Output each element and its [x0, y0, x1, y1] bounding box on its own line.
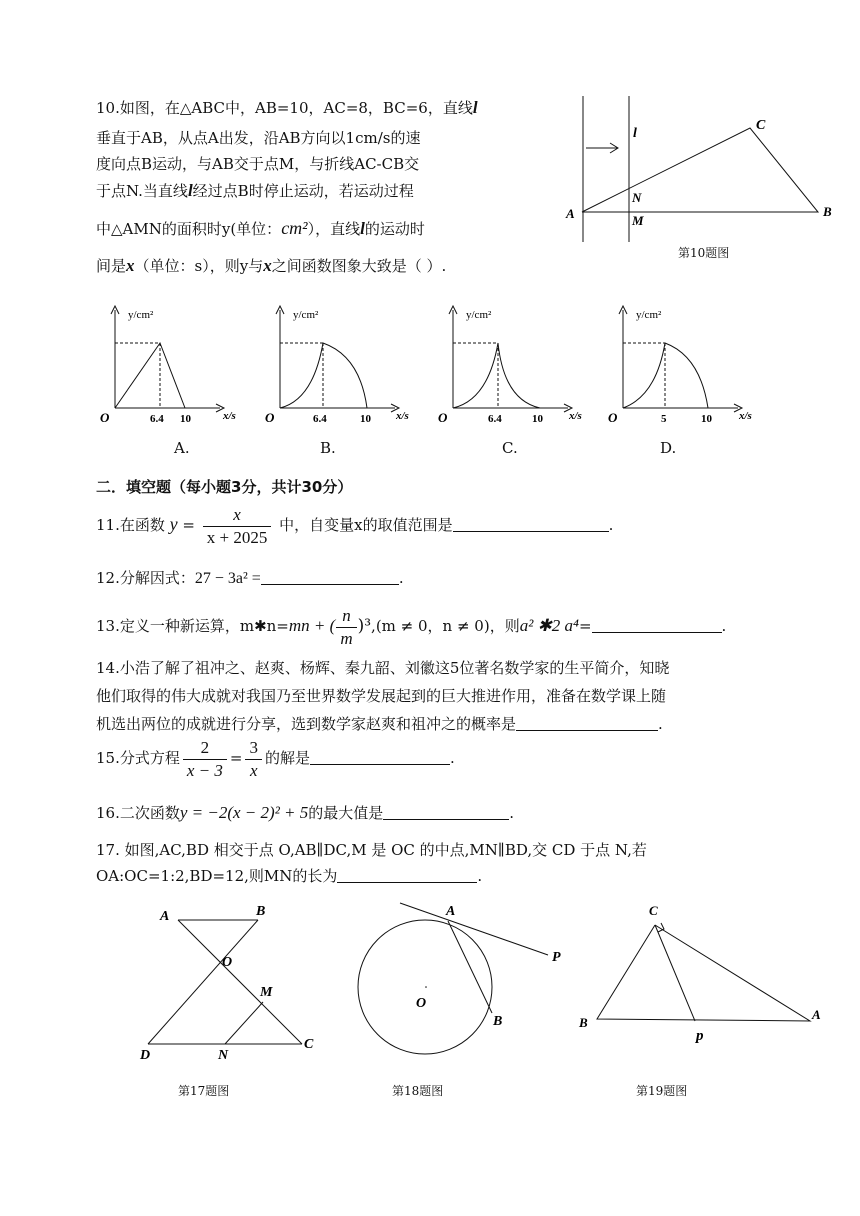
q14-line1: 14.小浩了解了祖冲之、赵爽、杨辉、秦九韶、刘徽这5位著名数学家的生平简介，知晓 [96, 659, 670, 677]
q15-fraction-2 [245, 738, 262, 781]
option-d-tick-end: 10 [701, 413, 712, 425]
fig17-label-n: N [218, 1048, 229, 1063]
unit-cm2: cm² [281, 218, 308, 238]
option-c-origin: O [438, 410, 448, 425]
q13-fraction [336, 606, 356, 649]
q12-answer-blank[interactable] [261, 568, 399, 585]
option-b-graph [265, 296, 425, 431]
q10-text-6a: 间是 [96, 257, 127, 275]
fig17-ac [178, 920, 302, 1044]
q17-line1: 17. 如图,AC,BD 相交于点 O,AB∥DC,M 是 OC 的中点,MN∥BD,交 CD 于点 N,若 [96, 841, 647, 859]
fig19-triangle [597, 925, 810, 1021]
q17-end: . [477, 867, 483, 885]
q16-post: 的最大值是 [308, 804, 384, 822]
q15-num2: 3 [245, 738, 262, 760]
fig18-label-a: A [446, 904, 456, 919]
q16-pre: 16.二次函数 [96, 804, 180, 822]
section-2-heading: 二．填空题（每小题3分，共计30分） [96, 478, 353, 496]
fig10-label-m: M [632, 213, 644, 228]
q15-fraction-1 [183, 738, 227, 781]
fig18-label-o: O [416, 996, 427, 1011]
q15-eq: = [229, 749, 243, 767]
option-c-tick-mid: 6.4 [488, 413, 502, 425]
q13-pre: 13.定义一种新运算，m✱n= [96, 617, 289, 635]
q10-text-1: 10.如图，在△ABC中，AB=10，AC=8，BC=6，直线 [96, 99, 473, 117]
option-a-curve [115, 343, 185, 408]
q11-num: x [203, 505, 272, 527]
q10-line1 [96, 98, 478, 118]
fig18-tangent-ap [400, 903, 548, 955]
q16-expr: y = −2(x − 2)² + 5 [179, 803, 309, 822]
option-a-xlabel: x/s [223, 410, 236, 422]
q11-answer-blank[interactable] [453, 515, 609, 532]
q10-line3: 度向点B运动，与AB交于点M，与折线AC-CB交 [96, 155, 420, 173]
option-d-xlabel: x/s [739, 410, 752, 422]
q13-eqsign: = [578, 617, 592, 635]
q10-text-5c: 的运动时 [364, 220, 425, 238]
q13-expr1: mn + ( [288, 616, 336, 635]
var-l: l [472, 98, 478, 117]
q13-num: n [336, 606, 356, 628]
figure-19 [570, 895, 830, 1065]
fig17-caption: 第17题图 [178, 1084, 230, 1098]
figure-17 [130, 898, 330, 1068]
option-c-letter: C. [502, 439, 518, 457]
q10-line5 [96, 218, 425, 239]
var-l: l [360, 219, 365, 238]
option-d-tick-mid: 5 [661, 413, 667, 425]
q11-eq: = [182, 516, 195, 534]
q13-answer-blank[interactable] [592, 616, 722, 633]
q12 [96, 568, 404, 589]
q14-text-3: 机选出两位的成就进行分享，选到数学家赵爽和祖冲之的概率是 [96, 715, 517, 733]
q15-post: 的解是 [264, 749, 310, 767]
fig19-cp [655, 925, 695, 1021]
option-d-ylabel: y/cm² [636, 309, 662, 321]
q12-expr: 27 − 3a² = [194, 570, 261, 587]
q11-den: x + 2025 [206, 527, 268, 547]
q10-text-6b: （单位：s），则y与 [134, 257, 264, 275]
fig18-label-b: B [493, 1014, 503, 1029]
q11 [96, 502, 613, 550]
fig18-circle [358, 920, 492, 1054]
q13 [96, 604, 726, 654]
q13-expr2: )³ [357, 616, 372, 636]
figure-18 [350, 895, 580, 1065]
fig18-caption: 第18题图 [392, 1084, 444, 1098]
q12-pre: 12.分解因式： [96, 569, 195, 587]
option-c-ylabel: y/cm² [466, 309, 492, 321]
q10-text-6c: 之间函数图象大致是（ ）. [271, 257, 447, 275]
fig19-caption: 第19题图 [636, 1084, 688, 1098]
q15-num1: 2 [183, 738, 227, 760]
q10-line2: 垂直于AB，从点A出发，沿AB方向以1cm/s的速 [96, 129, 421, 147]
var-x: x [263, 256, 272, 275]
q10-line6 [96, 256, 446, 276]
option-d-graph [608, 296, 773, 431]
q13-expr3: a² ✱2 a⁴ [519, 616, 579, 635]
q10-line4 [96, 181, 414, 201]
fig10-label-n: N [632, 190, 642, 205]
q13-end: . [721, 617, 727, 635]
q17-text-2: OA:OC=1:2,BD=12,则MN的长为 [96, 867, 338, 885]
q11-y: y [169, 514, 178, 534]
q16-end: . [509, 804, 515, 822]
q11-pre: 11.在函数 [96, 516, 165, 534]
q11-end: . [608, 516, 614, 534]
fig10-triangle [582, 128, 818, 212]
fig17-mn [225, 1002, 263, 1044]
q10-text-5b: ），直线 [307, 220, 361, 238]
option-d-origin: O [608, 410, 618, 425]
var-x: x [126, 256, 135, 275]
q14-answer-blank[interactable] [516, 714, 658, 731]
q15-pre: 15.分式方程 [96, 749, 180, 767]
fig17-label-o: O [222, 955, 233, 970]
q11-post: 中，自变量x的取值范围是 [279, 516, 453, 534]
q14-line3 [96, 714, 663, 734]
option-d-letter: D. [660, 439, 677, 457]
fig17-label-d: D [140, 1048, 151, 1063]
fig17-label-c: C [304, 1037, 314, 1052]
q13-den: m [340, 628, 353, 648]
option-c-graph [438, 296, 598, 431]
fig10-label-l: l [633, 126, 637, 141]
option-b-xlabel: x/s [396, 410, 409, 422]
fig17-label-a: A [160, 909, 170, 924]
option-a-origin: O [100, 410, 110, 425]
fig10-label-c: C [756, 118, 766, 133]
q10-text-4a: 于点N.当直线 [96, 182, 188, 200]
q15-den2: x [249, 760, 258, 780]
option-a-graph [100, 296, 250, 431]
q16-answer-blank[interactable] [383, 803, 509, 820]
option-a-letter: A. [174, 439, 190, 457]
option-b-ylabel: y/cm² [293, 309, 319, 321]
var-l: l [187, 181, 193, 200]
q17-line2 [96, 866, 482, 886]
q10-text-5a: 中△AMN的面积时y(单位： [96, 220, 282, 238]
q15-answer-blank[interactable] [310, 748, 450, 765]
fig10-label-b: B [823, 204, 832, 219]
fig17-label-m: M [260, 985, 273, 1000]
q14-end: . [658, 715, 663, 733]
q15 [96, 736, 455, 784]
q17-answer-blank[interactable] [337, 866, 477, 883]
option-a-ylabel: y/cm² [128, 309, 154, 321]
fig19-label-b: B [579, 1015, 588, 1030]
option-a-tick-mid: 6.4 [150, 413, 164, 425]
q11-fraction [203, 505, 272, 548]
option-c-curve [453, 343, 540, 408]
fig17-label-b: B [256, 904, 266, 919]
option-b-tick-mid: 6.4 [313, 413, 327, 425]
fig10-label-a: A [566, 206, 575, 221]
option-c-xlabel: x/s [569, 410, 582, 422]
fig19-label-a: A [812, 1007, 821, 1022]
fig10-caption: 第10题图 [678, 246, 730, 260]
option-b-origin: O [265, 410, 275, 425]
option-c-tick-end: 10 [532, 413, 543, 425]
q13-cond: ,(m ≠ 0，n ≠ 0)，则 [371, 617, 520, 635]
q12-end: . [398, 569, 404, 587]
fig19-label-p: p [696, 1028, 704, 1044]
q10-text-4b: 经过点B时停止运动，若运动过程 [192, 182, 414, 200]
q15-end: . [449, 749, 455, 767]
fig18-label-p: P [552, 950, 561, 965]
fig18-center-dot [425, 986, 427, 988]
q14-line2: 他们取得的伟大成就对我国乃至世界数学发展起到的巨大推进作用，准备在数学课上随 [96, 687, 667, 705]
q15-den1: x − 3 [186, 760, 223, 780]
fig18-chord-ab [448, 921, 492, 1013]
option-b-tick-end: 10 [360, 413, 371, 425]
fig19-label-c: C [649, 903, 658, 918]
option-b-letter: B. [320, 439, 336, 457]
q16 [96, 803, 514, 823]
option-a-tick-end: 10 [180, 413, 191, 425]
